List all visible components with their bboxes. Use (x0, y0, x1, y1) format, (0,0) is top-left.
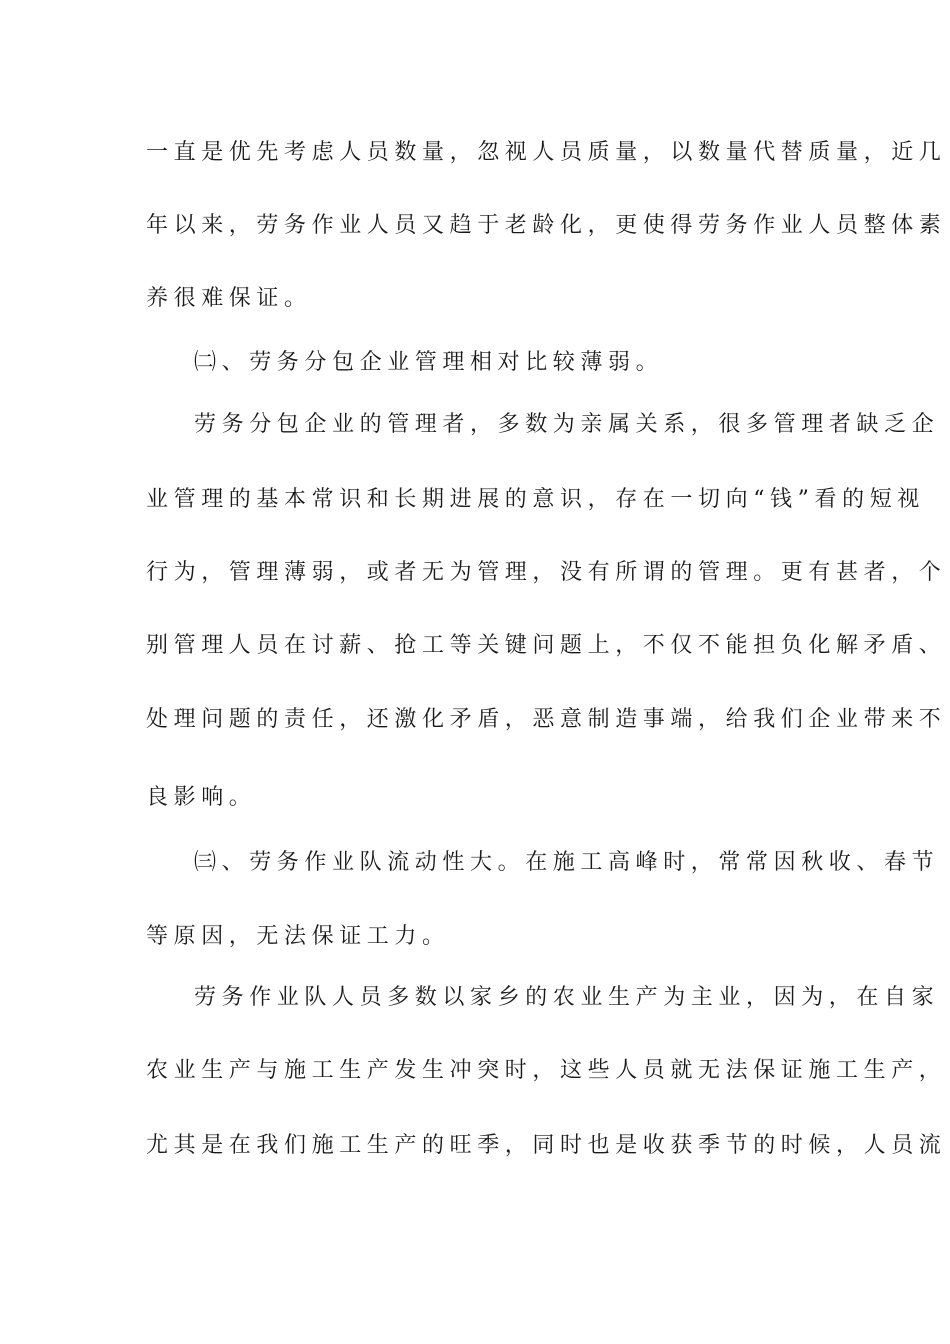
section-heading: ㈢、劳务作业队流动性大。在施工高峰时，常常因秋收、春节 (194, 850, 940, 875)
paragraph-line: 一直是优先考虑人员数量，忽视人员质量，以数量代替质量，近几 (146, 140, 947, 165)
paragraph-line: 农业生产与施工生产发生冲突时，这些人员就无法保证施工生产， (146, 1058, 947, 1083)
paragraph-line: 劳务分包企业的管理者，多数为亲属关系，很多管理者缺乏企 (194, 412, 940, 437)
paragraph-line: 良影响。 (146, 785, 257, 810)
paragraph-line: 行为，管理薄弱，或者无为管理，没有所谓的管理。更有甚者，个 (146, 560, 947, 585)
section-heading: ㈡、劳务分包企业管理相对比较薄弱。 (194, 350, 664, 375)
paragraph-line: 业管理的基本常识和长期进展的意识，存在一切向“钱”看的短视 (146, 487, 925, 512)
paragraph-line: 别管理人员在讨薪、抢工等关键问题上，不仅不能担负化解矛盾、 (146, 633, 947, 658)
paragraph-line: 年以来，劳务作业人员又趋于老龄化，更使得劳务作业人员整体素 (146, 213, 947, 238)
paragraph-line: 养很难保证。 (146, 286, 312, 311)
paragraph-line: 等原因，无法保证工力。 (146, 924, 450, 949)
paragraph-line: 劳务作业队人员多数以家乡的农业生产为主业，因为，在自家 (194, 985, 940, 1010)
paragraph-line: 尤其是在我们施工生产的旺季，同时也是收获季节的时候，人员流 (146, 1133, 947, 1158)
paragraph-line: 处理问题的责任，还激化矛盾，恶意制造事端，给我们企业带来不 (146, 707, 947, 732)
